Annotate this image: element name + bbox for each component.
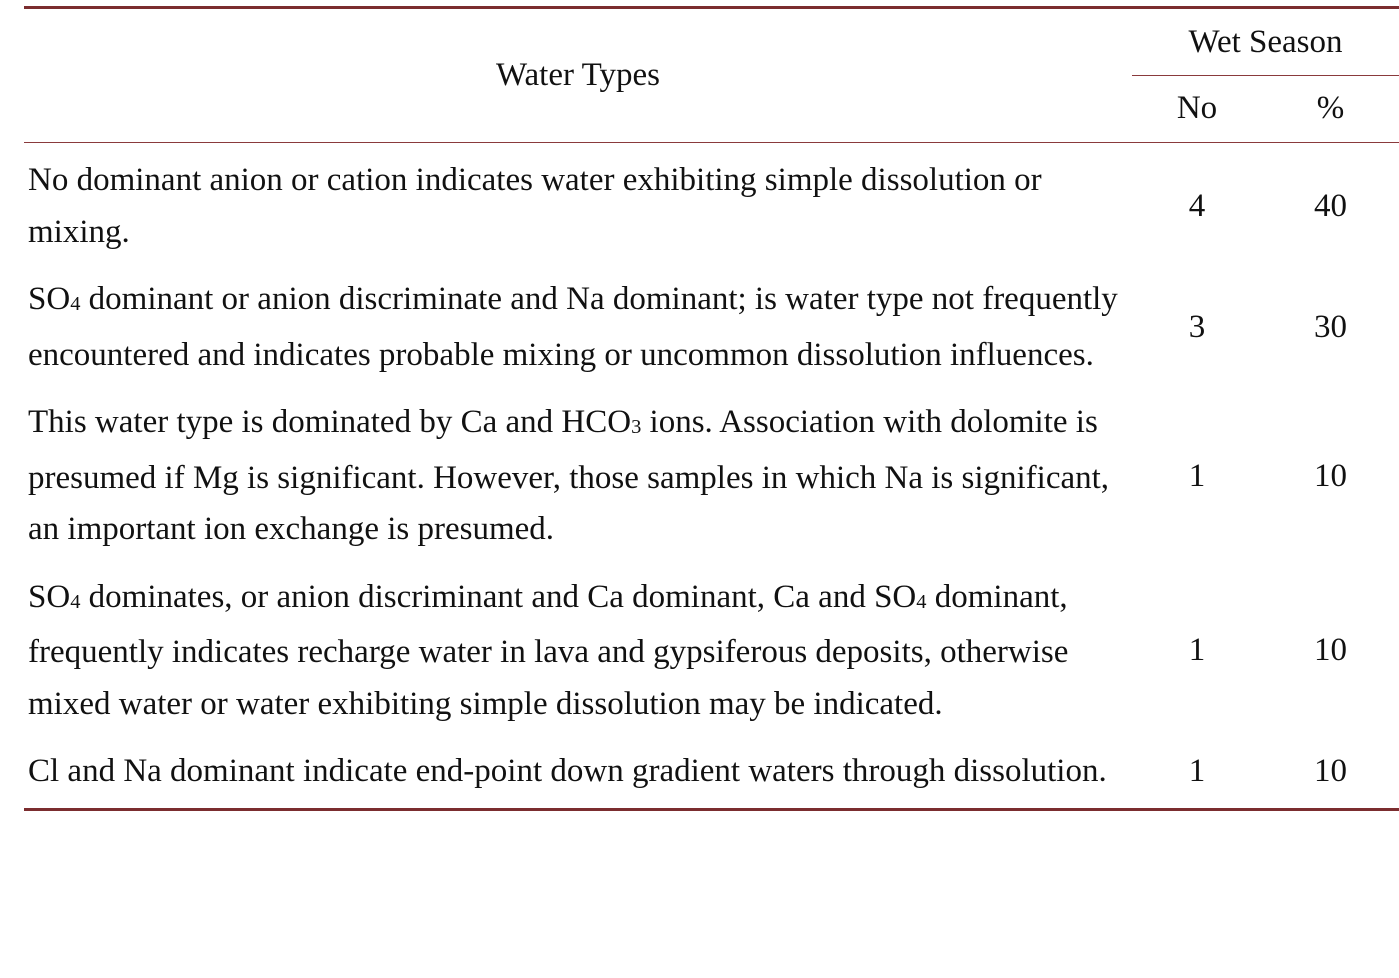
row-description: This water type is dominated by Ca and $HCO_3$ ions. Association with dolomite is presumed if Mg is significant. However, those samples in which Na is significant, an important ion exchange is presumed.: [28, 404, 1110, 547]
row-percent: 30: [1314, 308, 1347, 345]
row-description: Cl and Na dominant indicate end-point down gradient waters through dissolution.: [28, 753, 1107, 789]
subscript: 4: [916, 590, 927, 613]
table-row: [24, 738, 1399, 809]
row-no: 1: [1188, 753, 1206, 789]
table-row: [24, 266, 1399, 389]
subscript: 4: [70, 293, 81, 316]
row-description: No dominant anion or cation indicates water exhibiting simple dissolution or mixing.: [28, 162, 1042, 250]
row-description: $SO_4$ dominates, or anion discriminant and Ca dominant, Ca and $SO_4$ dominant, frequently indicates recharge water in lava and gypsiferous deposits, otherwise mixed water or water exhibiting simple dissolution may be indicated.: [28, 578, 1069, 722]
row-percent: 10: [1314, 632, 1347, 668]
row-no: 1: [1188, 457, 1206, 494]
subscript: 3: [631, 416, 642, 439]
header-percent: %: [1316, 90, 1345, 127]
row-percent: 10: [1314, 753, 1347, 789]
header-no: No: [1176, 90, 1218, 127]
table-row: [24, 564, 1399, 739]
header-wet-season-label: Wet Season: [1132, 9, 1399, 76]
row-no: 3: [1188, 308, 1206, 345]
row-percent: 10: [1314, 457, 1347, 494]
table-row: [24, 389, 1399, 564]
row-percent: 40: [1314, 187, 1347, 224]
header-wet-season-group: [1132, 8, 1399, 77]
water-types-table: [24, 6, 1399, 811]
header-water-types: Water Types: [24, 8, 1132, 143]
row-no: 1: [1188, 632, 1206, 668]
row-no: 4: [1188, 187, 1206, 224]
water-types-table-container: [24, 6, 1399, 811]
subscript: 4: [70, 590, 81, 613]
row-description: $SO_4$ dominant or anion discriminate and Na dominant; is water type not frequently encountered and indicates probable mixing or uncommon dissolution influences.: [28, 281, 1118, 373]
table-row: [24, 143, 1399, 267]
